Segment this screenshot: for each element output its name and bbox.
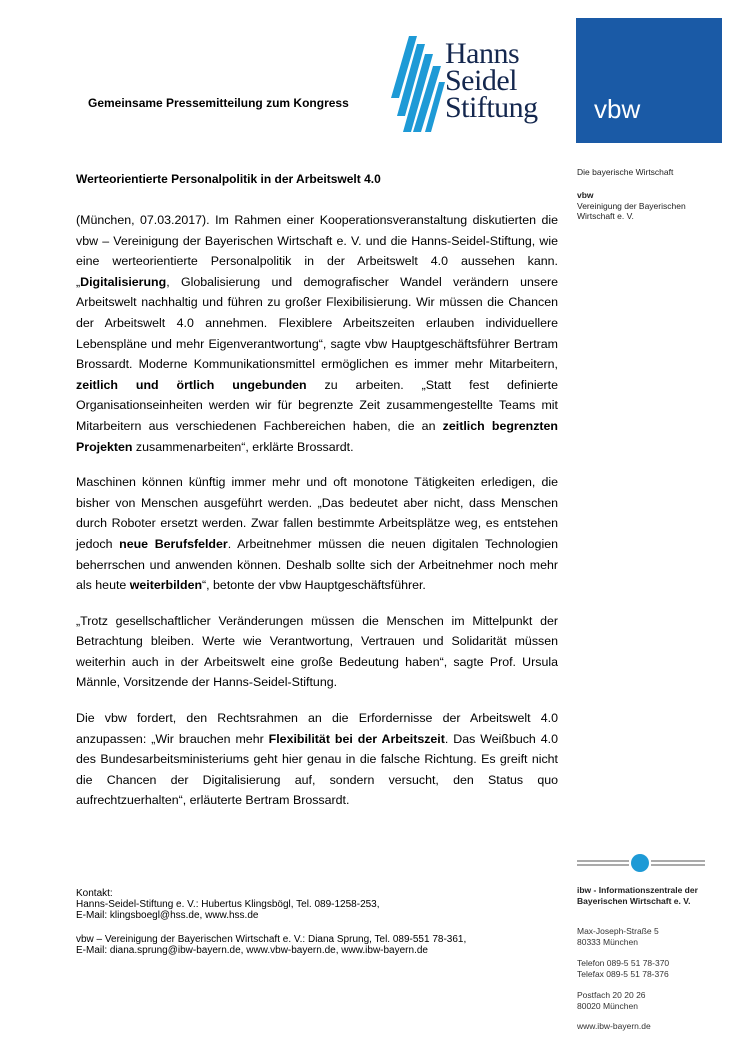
ibw-telefon: Telefon 089-5 51 78-370 — [577, 958, 670, 968]
contact-vbw-email: E-Mail: diana.sprung@ibw-bayern.de, www.vbw-bayern.de, www.ibw-bayern.de — [76, 945, 428, 956]
paragraph-1: (München, 07.03.2017). Im Rahmen einer Kooperationsveranstaltung diskutierten die vbw – Vereinigung der Bayerischen Wirtschaft e. V. und die Hanns-Seidel-Stiftung, wie eine werteorientierte Personalpolitik in der Arbeitswelt 4.0 aussehen kann. „Digitalisierung, Globalisierung und demografischer Wandel verändern unsere Arbeitswelt nachhaltig und führen zu großer Flexibilisierung. Wir müssen die Chancen der Arbeitswelt 4.0 annehmen. Flexiblere Arbeitszeiten erlauben individuellere Lebenspläne und mehr Eigenverantwortung“, sagte vbw Hauptgeschäftsführer Bertram Brossardt. Moderne Kommunikationsmittel ermöglichen es immer mehr Mitarbeitern, zeitlich und örtlich ungebunden zu arbeiten. „Statt fest definierte Organisationseinheiten werden wir für begrenzte Zeit zusammengestellte Teams mit Mitarbeitern aus verschiedenen Fachbereichen haben, die an zeitlich begrenzten Projekten zusammenarbeiten“, erklärte Brossardt. — [76, 213, 559, 454]
sidebar-org — [577, 190, 717, 222]
paragraph-3: „Trotz gesellschaftlicher Veränderungen müssen die Menschen im Mittelpunkt der Betrachtung bleiben. Werte wie Verantwortung, Vertrauen und Solidarität müssen weiterhin auch in der Arbeitswelt eine große Bedeutung haben“, sagte Prof. Ursula Männle, Vorsitzende der Hanns-Seidel-Stiftung. — [76, 613, 558, 690]
ibw-title — [577, 885, 702, 907]
bold-phrase: zeitlich begrenzten Projekten — [76, 418, 558, 454]
ibw-city: 80333 München — [577, 937, 638, 947]
ibw-phone — [577, 958, 707, 980]
hss-word: Hanns — [445, 37, 520, 70]
ibw-postfach — [577, 990, 707, 1012]
sidebar-tagline: Die bayerische Wirtschaft — [577, 167, 674, 177]
sidebar-org-full: Vereinigung der Bayerischen Wirtschaft e. V. — [577, 200, 686, 221]
ibw-address — [577, 926, 707, 948]
contact-heading: Kontakt: — [76, 888, 113, 899]
ibw-street: Max-Joseph-Straße 5 — [577, 926, 659, 936]
bold-phrase: weiterbilden — [129, 578, 203, 593]
document-title: Werteorientierte Personalpolitik in der Arbeitswelt 4.0 — [76, 172, 381, 186]
hss-word: Seidel — [445, 64, 517, 97]
ibw-title-line: ibw - Informationszentrale der — [577, 885, 698, 895]
hss-wordmark — [445, 37, 538, 124]
sidebar-org-name: vbw — [577, 190, 594, 200]
contact-block — [76, 888, 556, 969]
document-body — [76, 210, 558, 826]
bold-phrase: Flexibilität bei der Arbeitszeit — [268, 731, 445, 746]
contact-hss: Hanns-Seidel-Stiftung e. V.: Hubertus Klingsbögl, Tel. 089-1258-253, — [76, 899, 380, 910]
vbw-logo — [576, 18, 722, 143]
ibw-title-line: Bayerischen Wirtschaft e. V. — [577, 896, 691, 906]
ibw-telefax: Telefax 089-5 51 78-376 — [577, 969, 669, 979]
ibw-divider-icon — [577, 852, 705, 874]
ibw-postfach-city: 80020 München — [577, 1001, 638, 1011]
paragraph-2: Maschinen können künftig immer mehr und oft monotone Tätigkeiten erledigen, die bisher von Menschen ausgeführt werden. „Das bedeutet aber nicht, dass Menschen durch Roboter ersetzt werden. Zwar fallen bestimmte Arbeitsplätze weg, es entstehen jedoch neue Berufsfelder. Arbeitnehmer müssen die neuen digitalen Technologien beherrschen und anwenden können. Deshalb sollte sich der Arbeitnehmer noch mehr als heute weiterbilden“, betonte der vbw Hauptgeschäftsführer. — [76, 475, 558, 593]
press-release-label: Gemeinsame Pressemitteilung zum Kongress — [88, 96, 349, 110]
contact-hss-email: E-Mail: klingsboegl@hss.de, www.hss.de — [76, 910, 259, 921]
bold-phrase: zeitlich und örtlich ungebunden — [76, 377, 307, 392]
contact-vbw: vbw – Vereinigung der Bayerischen Wirtschaft e. V.: Diana Sprung, Tel. 089-551 78-361, — [76, 934, 467, 945]
ibw-web-link[interactable]: www.ibw-bayern.de — [577, 1021, 651, 1031]
bold-phrase: Digitalisierung — [80, 274, 167, 289]
hss-stripes-icon — [387, 36, 447, 136]
ibw-postfach-line: Postfach 20 20 26 — [577, 990, 646, 1000]
hss-word: Stiftung — [445, 91, 538, 124]
bold-phrase: neue Berufsfelder — [119, 536, 228, 551]
vbw-logo-text: vbw — [594, 94, 641, 124]
hss-logo — [387, 36, 562, 136]
paragraph-4: Die vbw fordert, den Rechtsrahmen an die Erfordernisse der Arbeitswelt 4.0 anzupassen: „Wir brauchen mehr Flexibilität bei der Arbeitszeit. Das Weißbuch 4.0 des Bundesarbeitsministeriums geht hier genau in die falsche Richtung. Es greift nicht die Chancen der Digitalisierung auf, sondern versucht, den Status quo aufrechtzuerhalten“, erläuterte Bertram Brossardt. — [76, 711, 558, 808]
